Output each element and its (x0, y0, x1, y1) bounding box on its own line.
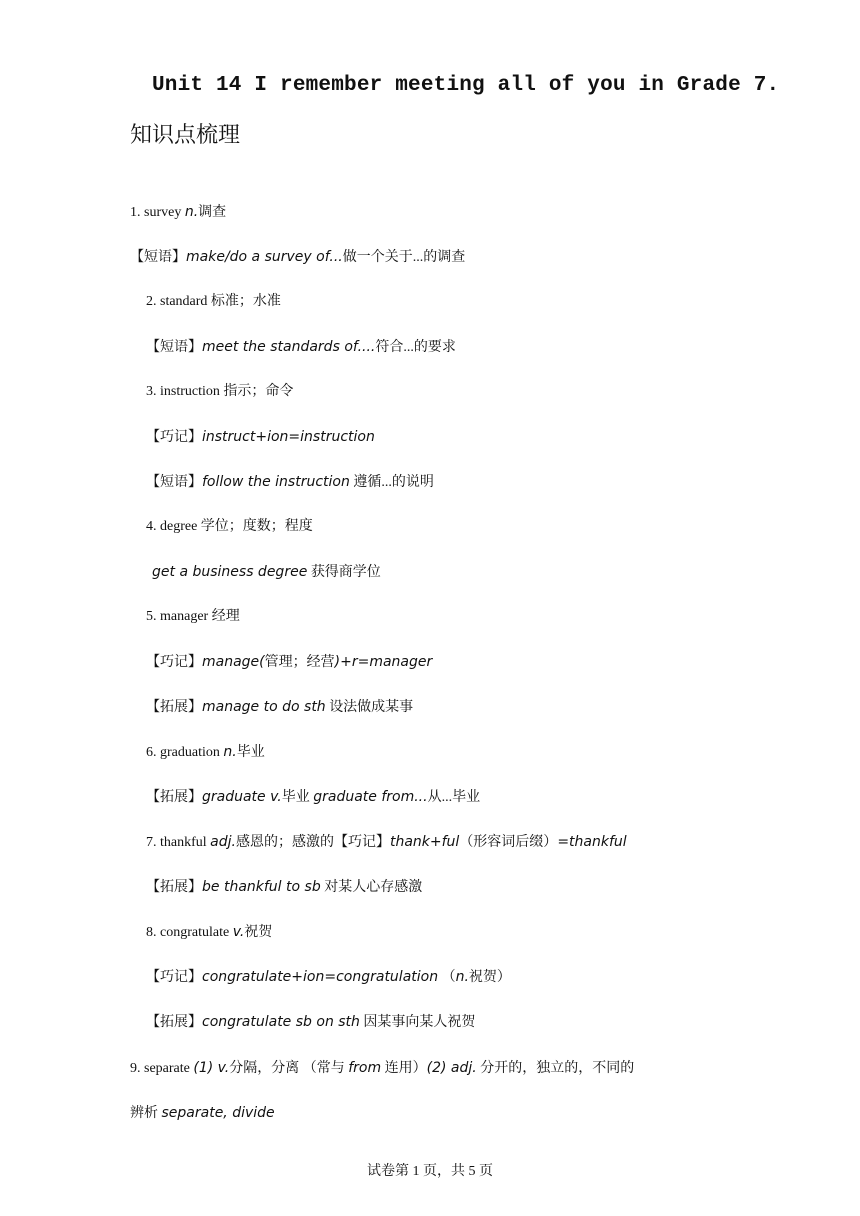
vocab-line-separate: 9. separate (1) v.分隔，分离 （常与 from 连用）(2) adj. 分开的，独立的，不同的 (130, 1060, 635, 1076)
vocab-line-congratulate: 8. congratulate v.祝贺 (146, 924, 273, 940)
analysis-line: 辨析 separate, divide (130, 1105, 275, 1121)
memory-tip-line: 【巧记】manage(管理；经营)+r=manager (146, 654, 433, 670)
extension-line: 【拓展】graduate v.毕业 graduate from...从...毕业 (146, 789, 481, 805)
vocab-line-survey: 1. survey n.调查 (130, 204, 227, 220)
vocab-line-thankful: 7. thankful adj.感恩的；感激的【巧记】thank+ful（形容词后缀）=thankful (146, 834, 627, 850)
memory-tip-line: 【巧记】congratulate+ion=congratulation （n.祝贺） (146, 969, 511, 985)
vocab-line-graduation: 6. graduation n.毕业 (146, 744, 265, 760)
document-title: Unit 14 I remember meeting all of you in Grade 7. (152, 74, 780, 97)
vocab-line-degree: 4. degree 学位；度数；程度 (146, 519, 313, 534)
vocab-line-instruction: 3. instruction 指示；命令 (146, 384, 294, 399)
example-line: get a business degree 获得商学位 (152, 564, 381, 580)
extension-line: 【拓展】manage to do sth 设法做成某事 (146, 699, 414, 715)
phrase-line: 【短语】make/do a survey of...做一个关于...的调查 (130, 249, 466, 265)
phrase-line: 【短语】meet the standards of....符合...的要求 (146, 339, 456, 355)
section-heading: 知识点梳理 (130, 123, 241, 148)
vocab-line-standard: 2. standard 标准；水准 (146, 294, 281, 309)
vocab-line-manager: 5. manager 经理 (146, 609, 240, 624)
memory-tip-line: 【巧记】instruct+ion=instruction (146, 429, 375, 445)
page-footer: 试卷第 1 页，共 5 页 (367, 1164, 493, 1179)
extension-line: 【拓展】be thankful to sb 对某人心存感激 (146, 879, 423, 895)
phrase-line: 【短语】follow the instruction 遵循...的说明 (146, 474, 434, 490)
extension-line: 【拓展】congratulate sb on sth 因某事向某人祝贺 (146, 1014, 476, 1030)
